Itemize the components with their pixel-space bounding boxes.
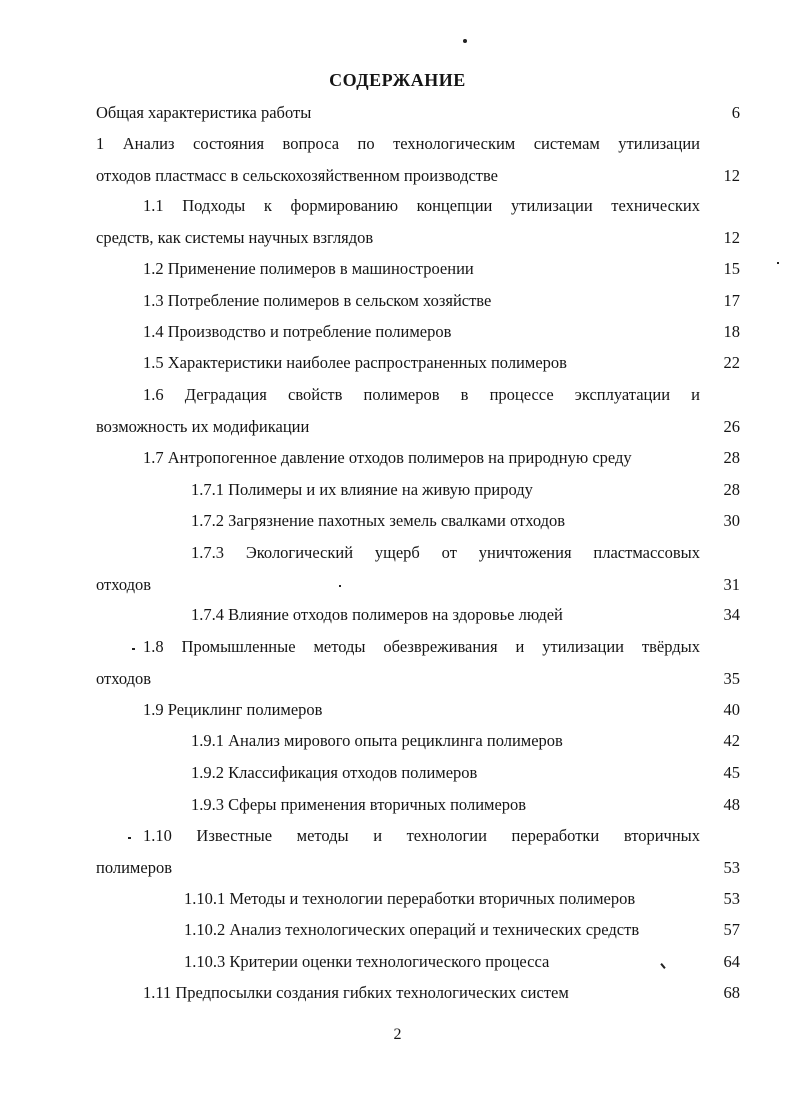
toc-entry-title: 1.10.1 Методы и технологии переработки вторичных полимеров bbox=[184, 889, 636, 908]
toc-line bbox=[96, 914, 740, 946]
toc-page-number: 17 bbox=[723, 291, 740, 310]
toc-line bbox=[96, 222, 740, 254]
toc-line bbox=[96, 757, 740, 789]
toc-line bbox=[96, 474, 740, 506]
toc-entry[interactable] bbox=[96, 253, 740, 285]
toc-line bbox=[96, 316, 740, 348]
toc-entry-title: 1.10.3 Критерии оценки технологического процесса bbox=[184, 952, 550, 971]
scan-speck bbox=[463, 39, 467, 43]
toc-entry-title: 1.8 Промышленные методы обезвреживания и утилизации твёрдых bbox=[143, 637, 700, 656]
toc-page-number: 12 bbox=[723, 227, 740, 247]
toc-entry[interactable] bbox=[96, 537, 740, 600]
toc-entry[interactable] bbox=[96, 631, 740, 694]
toc-entry-title: Общая характеристика работы bbox=[96, 103, 312, 122]
toc-line bbox=[96, 190, 740, 222]
scan-speck bbox=[777, 262, 779, 264]
toc-page-number: 48 bbox=[723, 795, 740, 814]
toc-entry-title: 1.1 Подходы к формированию концепции утилизации технических bbox=[143, 196, 700, 215]
toc-page-number: 31 bbox=[723, 574, 740, 594]
toc-entry[interactable] bbox=[96, 599, 740, 631]
toc-page-number: 35 bbox=[723, 668, 740, 688]
toc-line bbox=[96, 820, 740, 852]
toc-line bbox=[96, 285, 740, 317]
toc-page-number: 12 bbox=[723, 165, 740, 185]
toc-entry[interactable] bbox=[96, 316, 740, 348]
toc-entry-title: 1.7.1 Полимеры и их влияние на живую природу bbox=[191, 480, 533, 499]
toc-entry[interactable] bbox=[96, 694, 740, 726]
toc-page-number: 6 bbox=[731, 103, 740, 122]
toc-line bbox=[96, 725, 740, 757]
toc-entry-title: 1.7 Антропогенное давление отходов полимеров на природную среду bbox=[143, 448, 632, 467]
toc-entry-title: отходов bbox=[96, 668, 152, 688]
toc-line bbox=[96, 694, 740, 726]
toc-entry[interactable] bbox=[96, 379, 740, 442]
toc-entry[interactable] bbox=[96, 128, 740, 191]
toc-entry-title: 1 Анализ состояния вопроса по технологическим системам утилизации bbox=[96, 134, 700, 153]
toc-page-number: 42 bbox=[723, 731, 740, 750]
toc-line bbox=[96, 883, 740, 915]
toc-entry[interactable] bbox=[96, 474, 740, 506]
toc-page-number: 53 bbox=[723, 857, 740, 877]
toc-entry-title: 1.2 Применение полимеров в машиностроении bbox=[143, 259, 474, 278]
toc-page-number: 28 bbox=[723, 480, 740, 499]
toc-entry[interactable] bbox=[96, 914, 740, 946]
toc-entry[interactable] bbox=[96, 820, 740, 883]
toc-line bbox=[96, 347, 740, 379]
toc-page-number: 45 bbox=[723, 763, 740, 782]
toc-entry-title: 1.4 Производство и потребление полимеров bbox=[143, 322, 452, 341]
toc-line bbox=[96, 631, 740, 663]
toc-line bbox=[96, 442, 740, 474]
toc-entry[interactable] bbox=[96, 442, 740, 474]
toc-entry-title: 1.9.1 Анализ мирового опыта рециклинга полимеров bbox=[191, 731, 563, 750]
toc-page-number: 28 bbox=[723, 448, 740, 467]
toc-entry-title: 1.5 Характеристики наиболее распространенных полимеров bbox=[143, 353, 567, 372]
toc-page-number: 22 bbox=[723, 353, 740, 372]
toc-line bbox=[96, 253, 740, 285]
toc-line bbox=[96, 128, 740, 160]
toc-entry-title: полимеров bbox=[96, 857, 172, 877]
toc-entry-title: 1.7.4 Влияние отходов полимеров на здоровье людей bbox=[191, 605, 563, 624]
toc-entry-title: 1.6 Деградация свойств полимеров в процессе эксплуатации и bbox=[143, 385, 700, 404]
toc-entry[interactable] bbox=[96, 789, 740, 821]
toc-entry[interactable] bbox=[96, 347, 740, 379]
toc-entry[interactable] bbox=[96, 285, 740, 317]
toc-line bbox=[96, 411, 740, 443]
toc-line bbox=[96, 379, 740, 411]
toc-entry-title: 1.9 Рециклинг полимеров bbox=[143, 700, 323, 719]
toc-entry-title: отходов bbox=[96, 574, 152, 594]
toc-page-number: 30 bbox=[723, 511, 740, 530]
toc-entry[interactable] bbox=[96, 946, 740, 978]
toc-entry-title: 1.7.2 Загрязнение пахотных земель свалками отходов bbox=[191, 511, 566, 530]
toc-line bbox=[96, 789, 740, 821]
toc-line bbox=[96, 505, 740, 537]
toc-entry[interactable] bbox=[96, 757, 740, 789]
toc-entry-title: 1.11 Предпосылки создания гибких технологических систем bbox=[143, 983, 569, 1002]
toc-page-number: 57 bbox=[723, 920, 740, 939]
toc-page-number: 34 bbox=[723, 605, 740, 624]
toc-entry-title: средств, как системы научных взглядов bbox=[96, 227, 374, 247]
toc-entry-title: возможность их модификации bbox=[96, 416, 310, 436]
toc-entry-title: 1.10 Известные методы и технологии переработки вторичных bbox=[143, 826, 700, 845]
toc-page-number: 64 bbox=[723, 952, 740, 971]
toc-entry-title: 1.9.3 Сферы применения вторичных полимеров bbox=[191, 795, 527, 814]
toc-page-number: 53 bbox=[723, 889, 740, 908]
toc-line bbox=[96, 663, 740, 695]
toc-entry[interactable] bbox=[96, 883, 740, 915]
toc-page-number: 40 bbox=[723, 700, 740, 719]
toc-page-number: 18 bbox=[723, 322, 740, 341]
toc-entry[interactable] bbox=[96, 190, 740, 253]
toc-entry[interactable] bbox=[96, 977, 740, 1009]
toc-line bbox=[96, 160, 740, 192]
toc-entry[interactable] bbox=[96, 505, 740, 537]
toc-line bbox=[96, 599, 740, 631]
toc-line bbox=[96, 852, 740, 884]
toc-line bbox=[96, 977, 740, 1009]
toc-entry[interactable] bbox=[96, 97, 740, 129]
toc-line bbox=[96, 537, 740, 569]
toc-entry-title: 1.9.2 Классификация отходов полимеров bbox=[191, 763, 478, 782]
toc-entry[interactable] bbox=[96, 725, 740, 757]
page-title: СОДЕРЖАНИЕ bbox=[329, 70, 466, 90]
toc-entry-title: отходов пластмасс в сельскохозяйственном производстве bbox=[96, 165, 499, 185]
toc-page-number: 68 bbox=[723, 983, 740, 1002]
toc-line bbox=[96, 97, 740, 129]
toc-page-number: 26 bbox=[723, 416, 740, 436]
toc-page-number: 15 bbox=[723, 259, 740, 278]
toc-entry-title: 1.7.3 Экологический ущерб от уничтожения пластмассовых bbox=[191, 543, 700, 562]
page-number: 2 bbox=[393, 1026, 402, 1043]
toc-entry-title: 1.3 Потребление полимеров в сельском хозяйстве bbox=[143, 291, 492, 310]
toc-entry-title: 1.10.2 Анализ технологических операций и технических средств bbox=[184, 920, 640, 939]
toc-line bbox=[96, 569, 740, 601]
toc-line bbox=[96, 946, 740, 978]
